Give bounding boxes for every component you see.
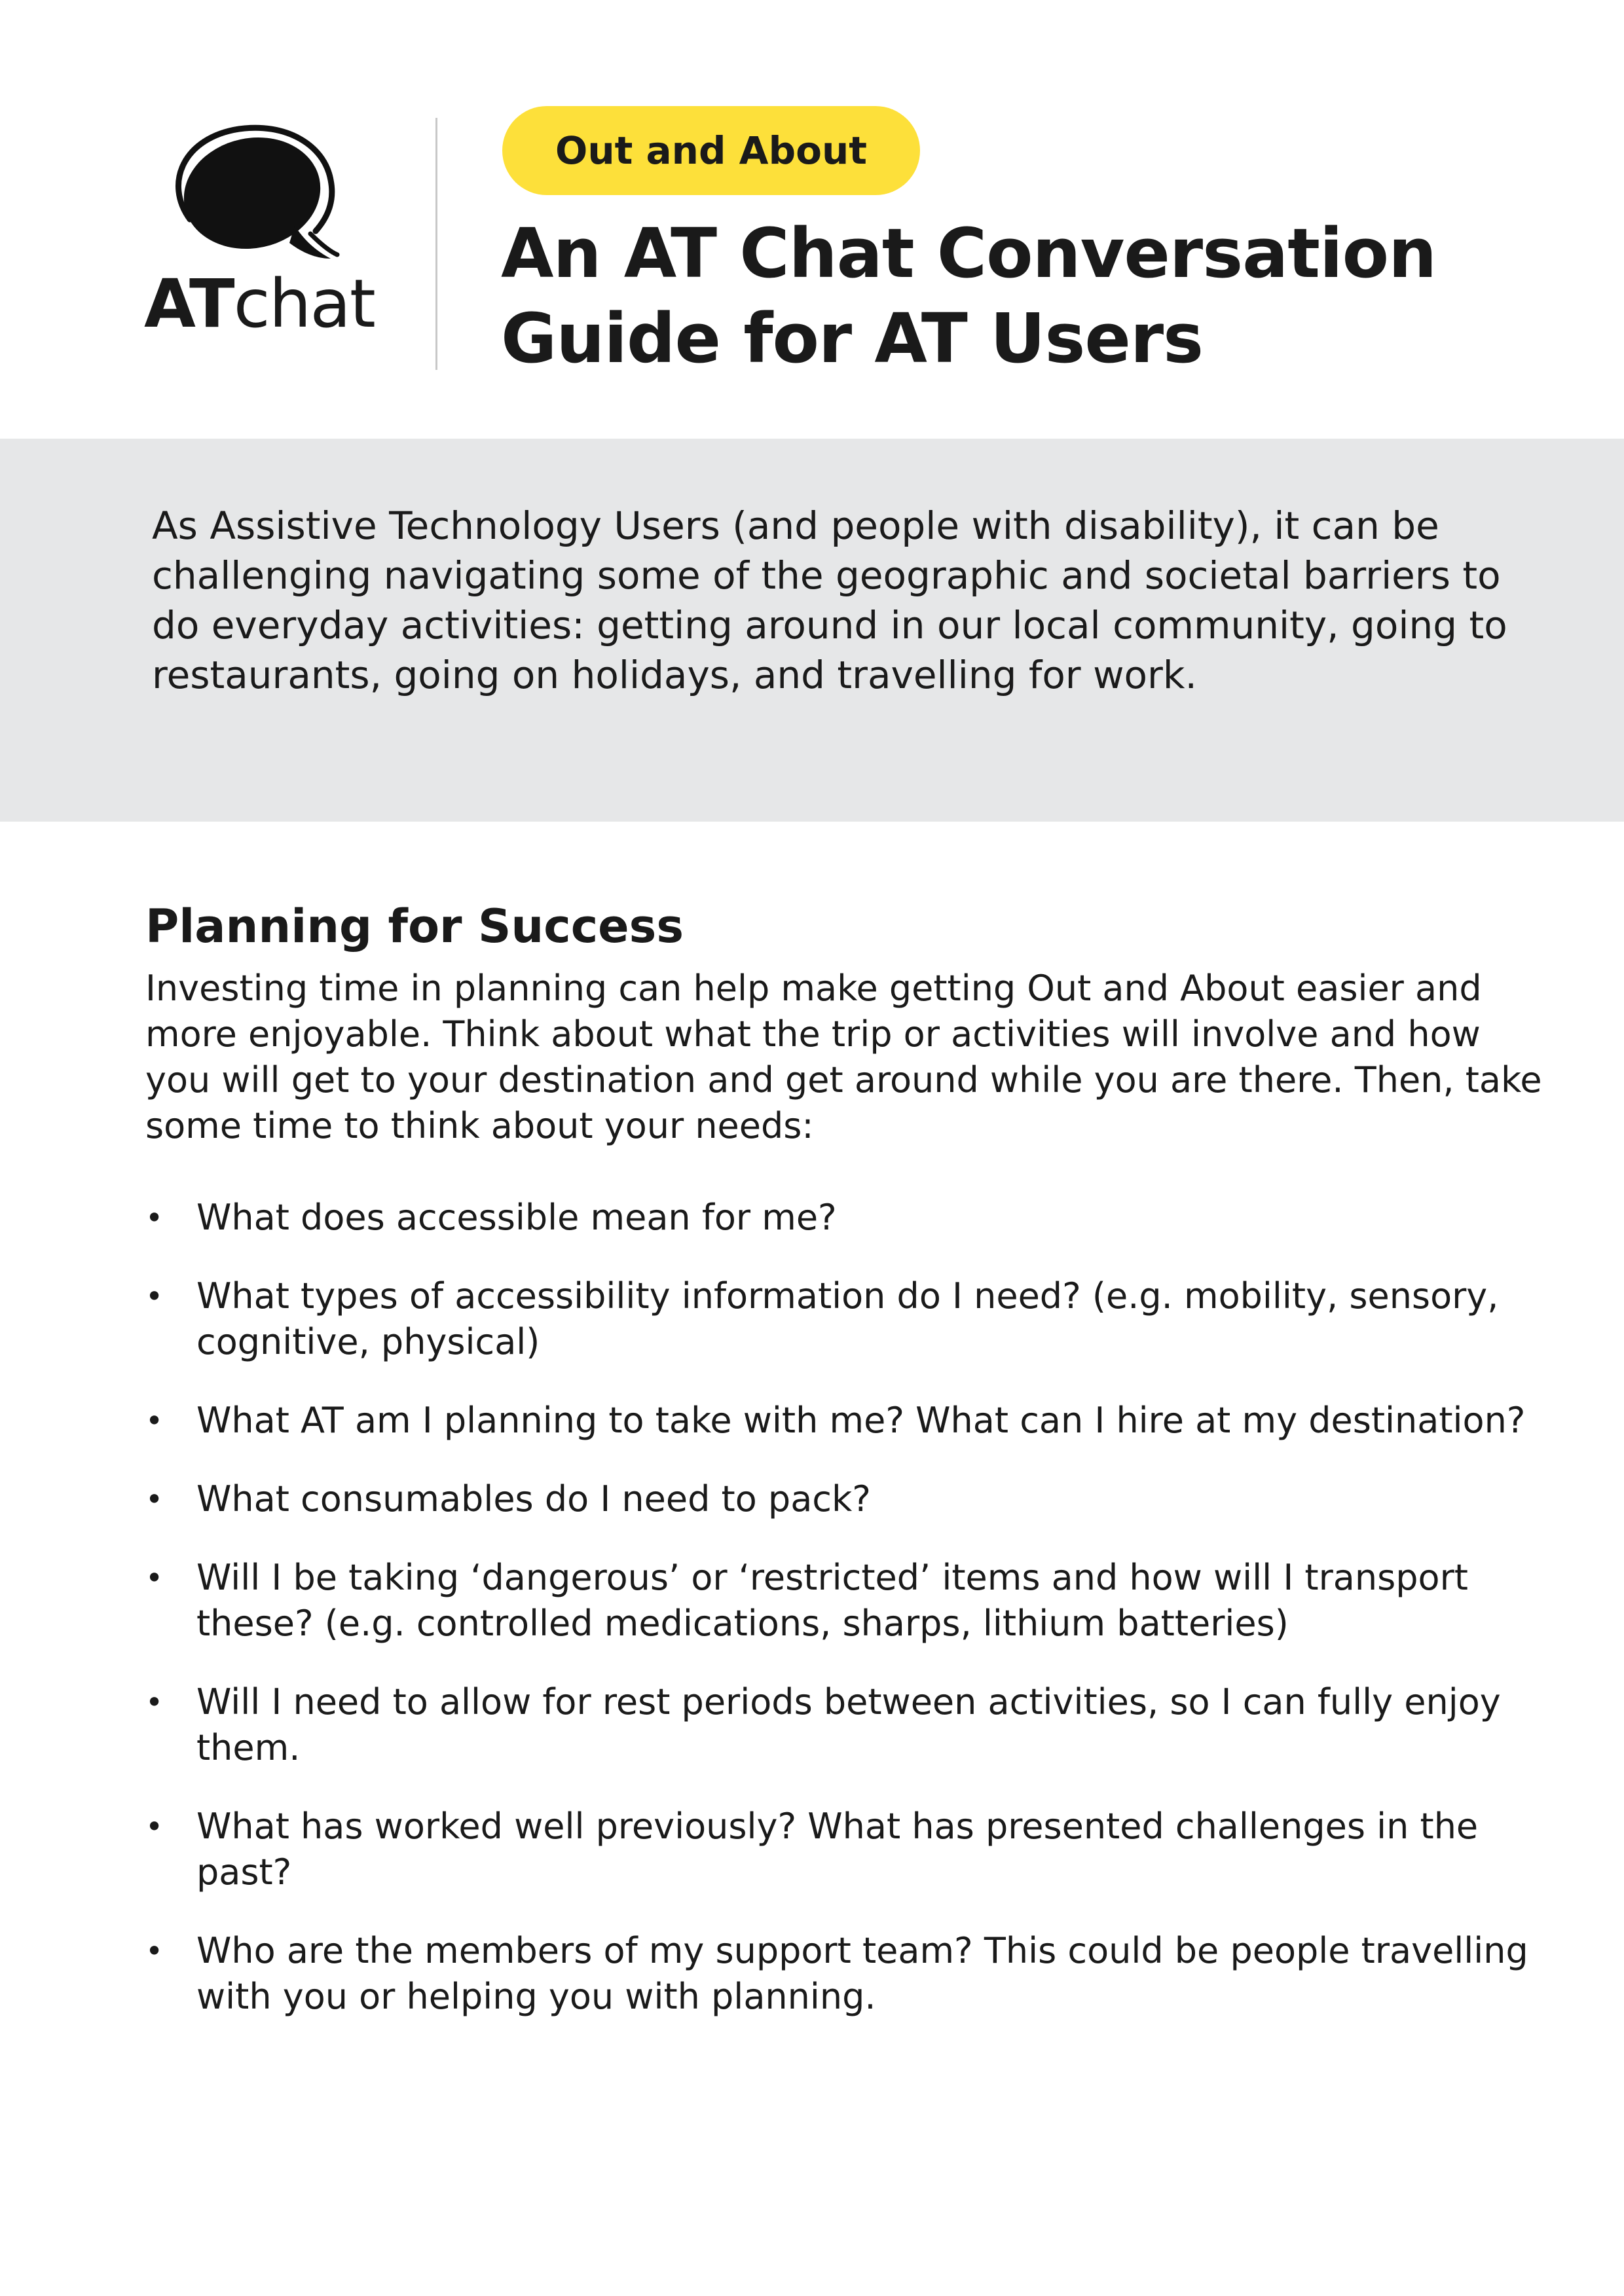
list-item-text: What has worked well previously? What has presented challenges in the past?	[196, 1806, 1479, 1893]
intro-text: As Assistive Technology Users (and people with disability), it can be challenging navigating some of the geographic and societal barriers to do everyday activities: getting around in our local community, going to restaurants, going on holidays, and travelling for work.	[152, 503, 1507, 697]
list-item-text: What does accessible mean for me?	[196, 1197, 837, 1238]
section-heading: Planning for Success	[145, 900, 684, 953]
header-divider	[435, 118, 437, 370]
bullet-icon: •	[145, 1933, 164, 1969]
bullet-icon: •	[145, 1279, 164, 1314]
list-item	[145, 1195, 1553, 1241]
list-item-text: What consumables do I need to pack?	[196, 1478, 871, 1520]
list-item	[145, 1804, 1553, 1895]
logo-wordmark	[144, 265, 375, 343]
category-tag: Out and About	[502, 106, 920, 195]
bullet-icon: •	[145, 1200, 164, 1235]
list-item	[145, 1928, 1553, 2020]
list-item-text: Will I need to allow for rest periods between activities, so I can fully enjoy them.	[196, 1681, 1501, 1768]
list-item-text: Who are the members of my support team? This could be people travelling with you or helping you with planning.	[196, 1930, 1528, 2017]
speech-bubble-icon	[170, 121, 341, 268]
section-body-text: Investing time in planning can help make getting Out and About easier and more enjoyable. Think about what the trip or activities will involve and how you will get to your destination and get around while you are there. Then, take some time to think about your needs:	[145, 968, 1542, 1146]
list-item	[145, 1273, 1553, 1365]
list-item	[145, 1679, 1553, 1771]
list-item	[145, 1398, 1553, 1444]
list-item-text: What AT am I planning to take with me? What can I hire at my destination?	[196, 1400, 1526, 1441]
list-item	[145, 1555, 1553, 1647]
logo-wordmark-suffix: chat	[233, 265, 375, 343]
page-title: An AT Chat Conversation Guide for AT Users	[501, 213, 1437, 378]
bullet-icon: •	[145, 1809, 164, 1844]
intro-panel	[0, 439, 1624, 822]
bullet-icon: •	[145, 1403, 164, 1438]
planning-questions-list	[145, 1195, 1553, 2052]
bullet-icon: •	[145, 1482, 164, 1517]
bullet-icon: •	[145, 1560, 164, 1595]
bullet-icon: •	[145, 1685, 164, 1720]
list-item	[145, 1476, 1553, 1522]
list-item-text: What types of accessibility information do I need? (e.g. mobility, sensory, cognitive, physical)	[196, 1275, 1499, 1362]
list-item-text: Will I be taking ‘dangerous’ or ‘restricted’ items and how will I transport these? (e.g. controlled medications, sharps, lithium batteries)	[196, 1557, 1468, 1644]
atchat-logo	[144, 121, 380, 343]
logo-wordmark-prefix: AT	[144, 265, 234, 343]
